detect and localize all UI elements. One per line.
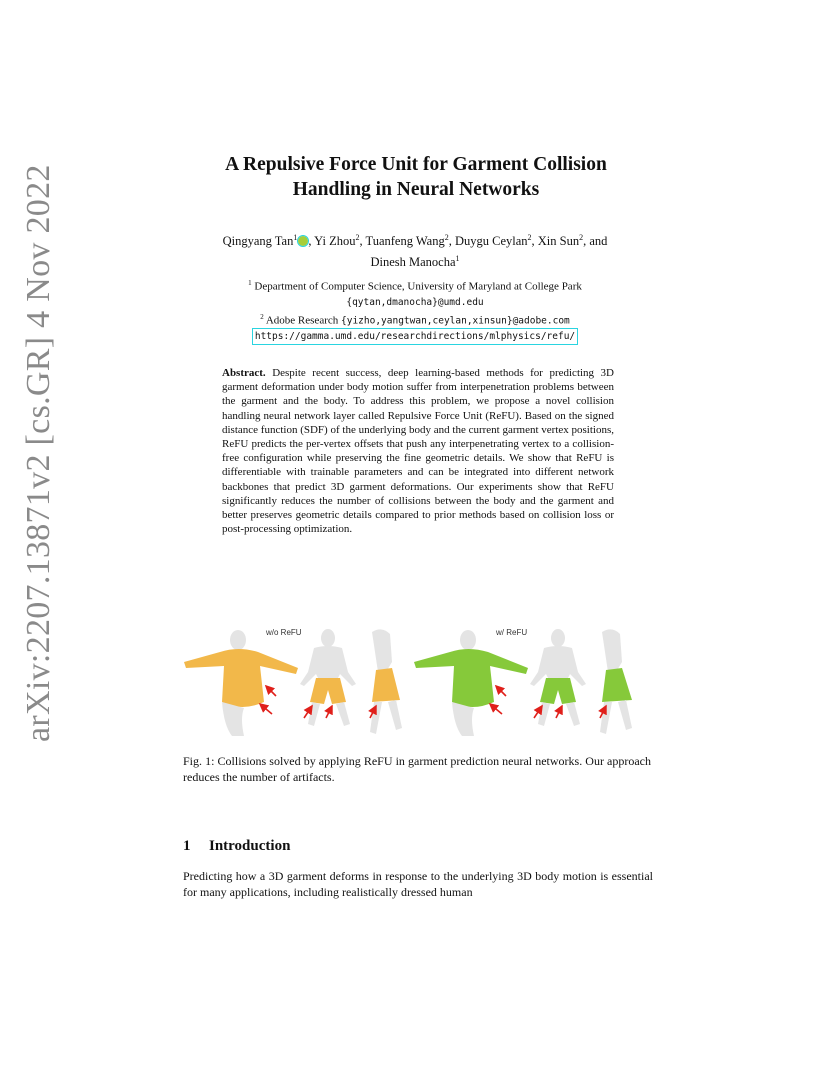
author-affil-mark: 2 bbox=[527, 233, 532, 242]
author-affil-mark: 1 bbox=[455, 254, 460, 264]
author-conjunction: , and bbox=[583, 234, 608, 249]
abstract bbox=[222, 366, 614, 536]
figure-pose-1-without bbox=[184, 630, 298, 736]
figure-1 bbox=[180, 622, 650, 740]
figure-pose-1-with bbox=[414, 630, 528, 736]
orcid-icon[interactable] bbox=[298, 236, 308, 246]
author-affil-mark: 2 bbox=[444, 233, 449, 242]
author-affil-mark: 1 bbox=[293, 233, 298, 242]
intro-paragraph: Predicting how a 3D garment deforms in response to the underlying 3D body motion is essential for many applications, including realistically dressed human bbox=[183, 869, 653, 899]
author-name: Qingyang Tan bbox=[222, 234, 294, 249]
figure-illustration bbox=[180, 622, 650, 740]
affiliations bbox=[170, 276, 660, 345]
title-line-1: A Repulsive Force Unit for Garment Collision bbox=[225, 154, 607, 175]
author-affil-mark: 2 bbox=[579, 233, 584, 242]
author-name: Dinesh Manocha bbox=[370, 255, 456, 270]
section-number: 1 bbox=[183, 838, 191, 854]
project-url-link[interactable]: https://gamma.umd.edu/researchdirections/mlphysics/refu/ bbox=[252, 328, 578, 345]
caption-text: Collisions solved by applying ReFU in garment prediction neural networks. Our approach reduces the number of artifacts. bbox=[183, 754, 652, 784]
figure-pose-2-without bbox=[300, 629, 356, 726]
affiliation-text: Department of Computer Science, University of Maryland at College Park bbox=[254, 280, 582, 293]
author-name: , Xin Sun bbox=[531, 234, 580, 249]
abstract-text: Despite recent success, deep learning-based methods for predicting 3D garment deformation under body motion suffer from interpenetration problems between the garment and the body. To address this problem, we propose a novel collision handling neural network layer called Repulsive Force Unit (ReFU). Based on the signed distance function (SDF) of the underlying body and the current garment vertex positions, ReFU predicts the per-vertex offsets that push any interpenetrating vertex to a collision-free configuration while preserving the fine geometric details. We show that ReFU is differentiable with trainable parameters and can be integrated into different network backbones that predict 3D garment deformations. Our experiments show that ReFU significantly reduces the number of collisions between the body and the garment and better preserves geometric details compared to prior methods based on collision loss or post-processing optimization. bbox=[222, 367, 614, 536]
figure-caption bbox=[183, 753, 651, 785]
paper-title bbox=[150, 152, 682, 202]
author-list bbox=[170, 229, 660, 271]
author-name: , Duygu Ceylan bbox=[448, 234, 528, 249]
title-line-2: Handling in Neural Networks bbox=[292, 179, 540, 200]
section-title: Introduction bbox=[209, 838, 291, 854]
affiliation-text: Adobe Research bbox=[265, 314, 341, 327]
affiliation-1-email: {qytan,dmanocha}@umd.edu bbox=[346, 296, 484, 308]
figure-pose-2-with bbox=[530, 629, 586, 726]
abstract-label: Abstract. bbox=[222, 367, 266, 379]
figure-label-without-refu: w/o ReFU bbox=[266, 628, 302, 637]
affiliation-2-email: {yizho,yangtwan,ceylan,xinsun}@adobe.com bbox=[341, 315, 570, 327]
caption-label: Fig. 1: bbox=[183, 754, 215, 768]
arxiv-identifier: arXiv:2207.13871v2 [cs.GR] 4 Nov 2022 bbox=[20, 164, 57, 742]
affil-mark: 1 bbox=[248, 279, 252, 287]
figure-pose-3-with bbox=[600, 629, 632, 734]
author-name: , Yi Zhou bbox=[308, 234, 356, 249]
section-heading bbox=[183, 838, 290, 855]
affiliation-2 bbox=[170, 310, 660, 329]
figure-label-with-refu: w/ ReFU bbox=[496, 628, 528, 637]
affil-mark: 2 bbox=[260, 312, 264, 321]
author-affil-mark: 2 bbox=[355, 233, 360, 242]
figure-pose-3-without bbox=[370, 629, 402, 734]
affiliation-1 bbox=[170, 276, 660, 295]
author-name: , Tuanfeng Wang bbox=[359, 234, 445, 249]
